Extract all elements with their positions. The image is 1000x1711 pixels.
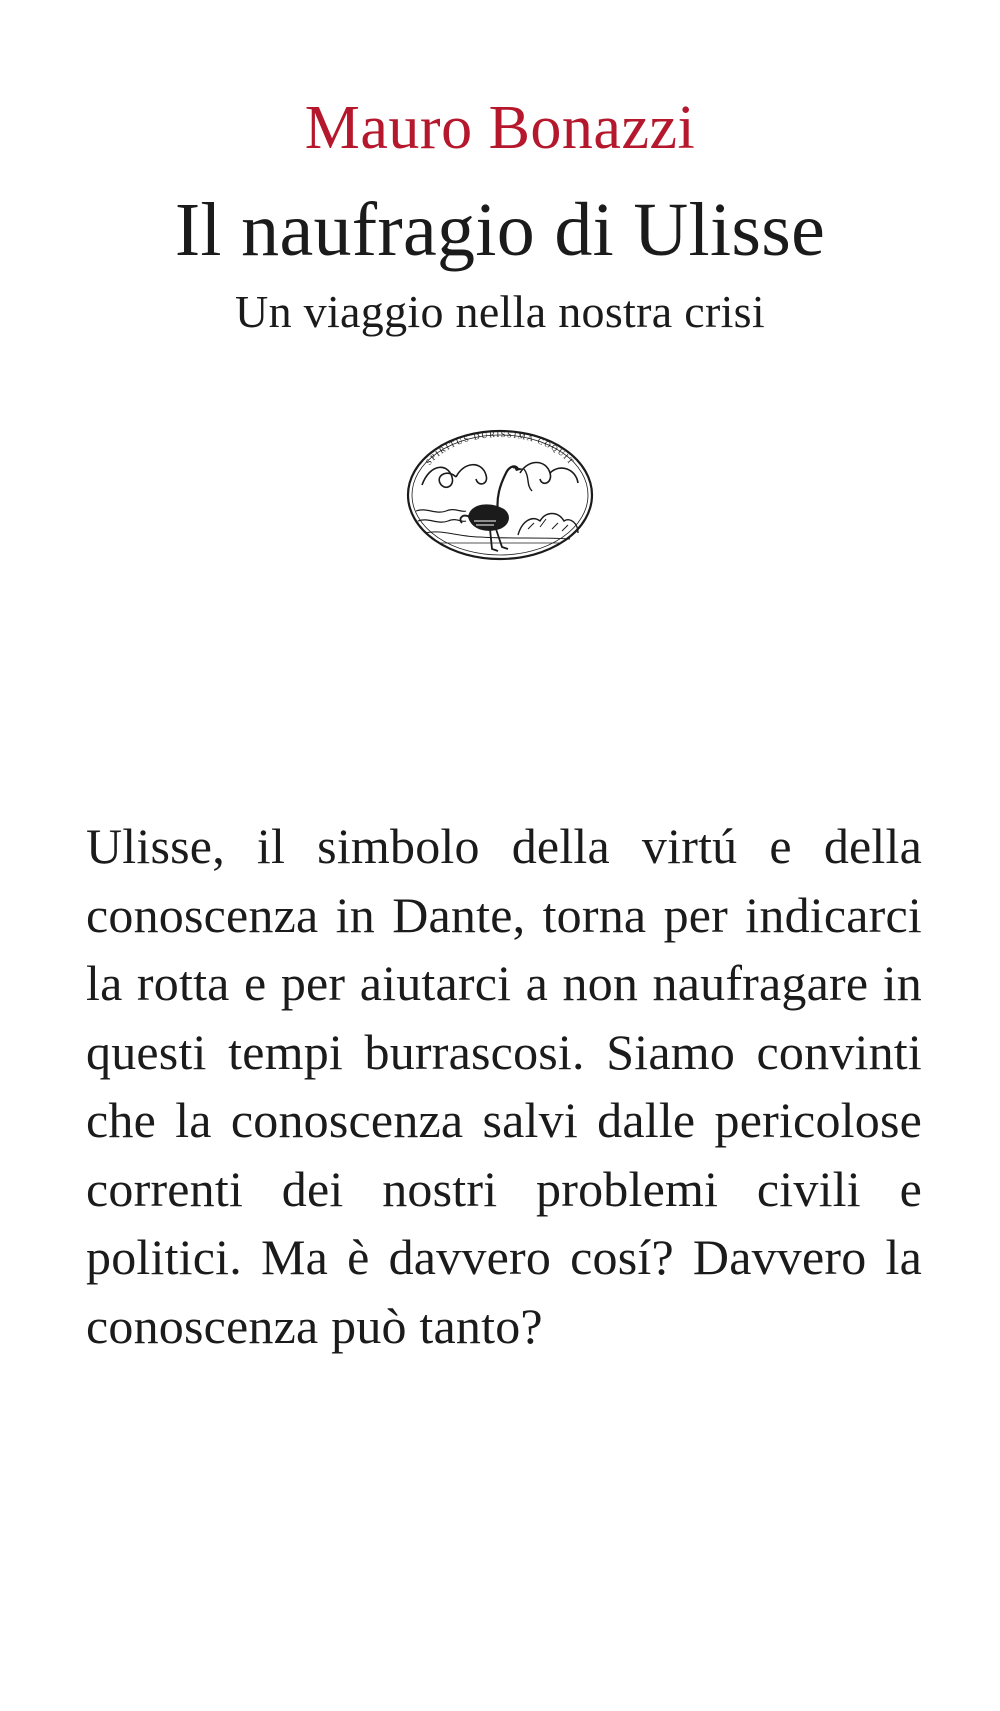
back-cover-blurb: Ulisse, il simbolo della virtú e della conoscenza in Dante, torna per indicarci la rotta e per aiutarci a non naufragare in questi tempi burrascosi. Siamo convinti che la conoscenza salvi dalle pericolose correnti dei nostri problemi civili e politici. Ma è davvero cosí? Davvero la conoscenza può tanto? [86, 818, 922, 1354]
svg-text:SPIRITUS DURISSIMA COQUIT: SPIRITUS DURISSIMA COQUIT [423, 428, 577, 467]
book-title: Il naufragio di Ulisse [174, 188, 826, 272]
author-name: Mauro Bonazzi [304, 94, 696, 162]
ostrich-emblem-icon [400, 425, 600, 565]
book-subtitle: Un viaggio nella nostra crisi [235, 286, 765, 337]
